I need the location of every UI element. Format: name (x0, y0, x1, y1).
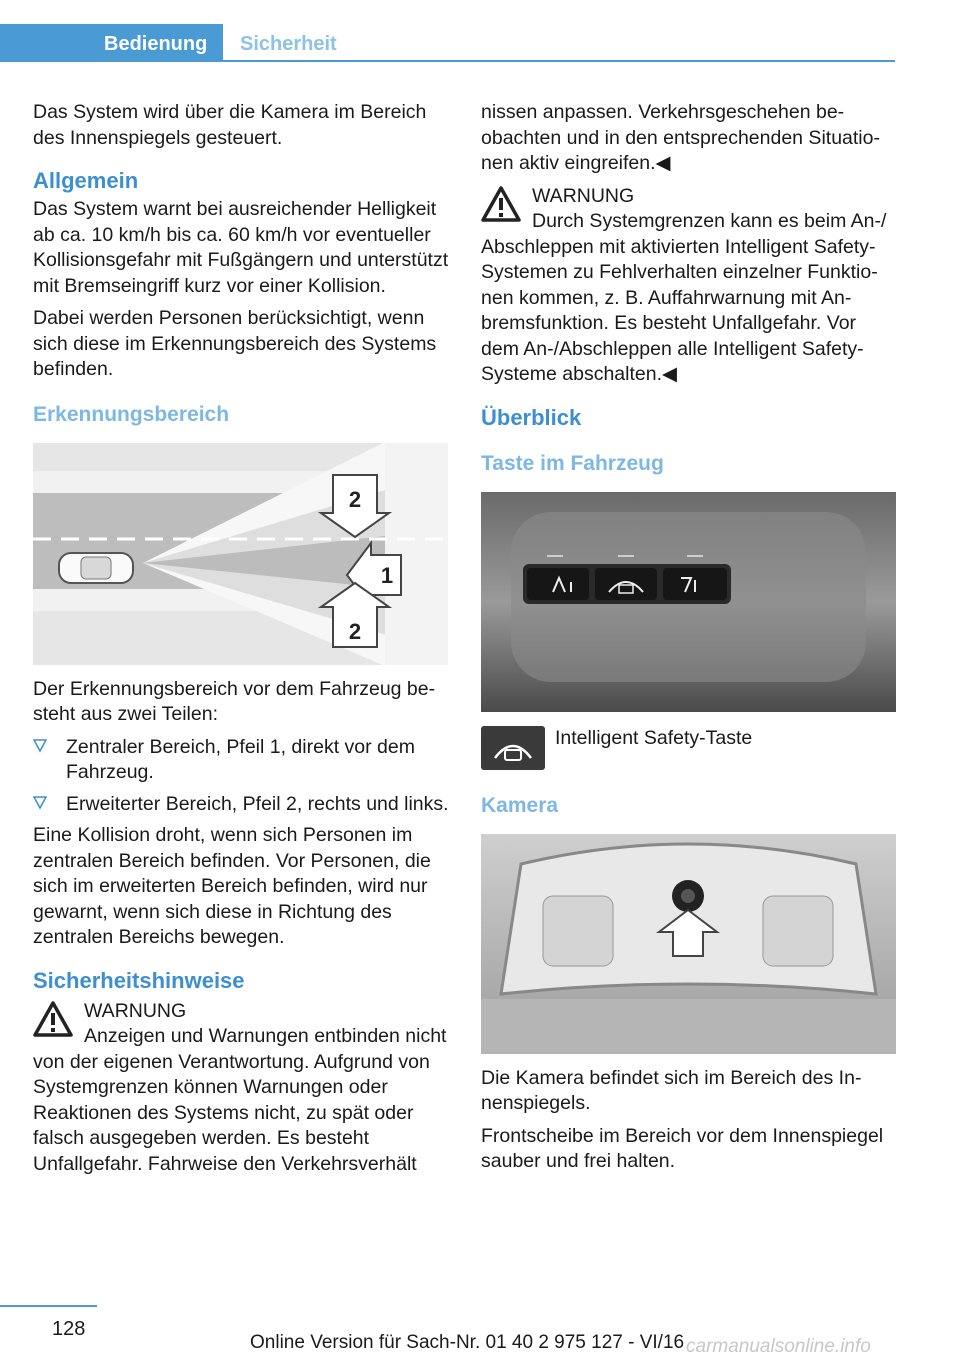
heading-erkennungsbereich: Erkennungsbereich (33, 402, 230, 426)
heading-sicherheitshinweise: Sicherheitshinweise (33, 967, 245, 993)
chapter-tabs (0, 24, 895, 62)
warning-triangle-icon (481, 186, 521, 222)
taste-label: Intelligent Safety-Taste (555, 726, 753, 749)
arrow-2-bottom-label: 2 (348, 618, 362, 644)
list-item-text: Zentraler Bereich, Pfeil 1, direkt vor dem Fahrzeug. (66, 735, 415, 783)
intelligent-safety-button-icon (481, 726, 545, 770)
list-item-text: Erweiterter Bereich, Pfeil 2, rechts und links. (66, 792, 449, 815)
intelligent-safety-button (595, 568, 657, 600)
tab-bedienung[interactable]: Bedienung (0, 24, 223, 62)
heading-ueberblick: Überblick (481, 404, 582, 430)
warning-title: WARNUNG (84, 999, 187, 1022)
button-left (527, 568, 589, 600)
warning-triangle-icon (33, 1001, 73, 1037)
intro-paragraph: Das System wird über die Kamera im Bereich des Innenspiegels gesteuert. (33, 101, 427, 149)
heading-taste-im-fahrzeug: Taste im Fahrzeug (481, 451, 664, 475)
arrow-1-center-label: 1 (380, 562, 394, 588)
watermark: carmanualsonline.info (686, 1336, 871, 1357)
paragraph-kollision: Eine Kollision droht, wenn sich Personen im zentralen Bereich befinden. Vor Personen, die sich im erweiterten Bereich befinden, wird nur gewarnt, wenn sich diese in Richtung des zentralen Bereichs bewegen. (33, 824, 431, 948)
car-icon (59, 553, 133, 583)
warning-block (33, 999, 449, 1178)
paragraph-kamera-1: Die Kamera befindet sich im Bereich des Innenspiegels. (481, 1066, 862, 1114)
left-column (33, 100, 449, 1185)
camera-location-photo (481, 834, 896, 1054)
warning-block (481, 184, 897, 388)
paragraph-allgemein-2: Dabei werden Personen berücksichtigt, wenn sich diese im Erkennungsbereich des Systems befinden. (33, 307, 437, 380)
heading-kamera: Kamera (481, 793, 559, 817)
online-version-note: Online Version für Sach-Nr. 01 40 2 975 127 - VI/16 (250, 1332, 685, 1353)
button-panel-photo (481, 492, 896, 712)
detection-area-diagram (33, 443, 448, 665)
warning-text: Durch Systemgrenzen kann es beim An-/ Abschleppen mit aktivierten Intelligent Safety-Systemen zu Fehlverhalten einzelner Funktionen kommen, z. B. Auffahrwarnung mit Anbremsfunktion. Es besteht Unfallgefahr. Vor dem An-/Abschleppen alle Intelligent Safety-Systeme abschalten.◀ (481, 210, 887, 385)
list-item (33, 735, 449, 786)
arrow-2-top-label: 2 (348, 486, 362, 512)
warning-text: Anzeigen und Warnungen entbinden nicht von der eigenen Verantwortung. Aufgrund von Systemgrenzen können Warnungen oder Reaktionen des Systems nicht, zu spät oder falsch ausgegeben werden. Es besteht Unfallgefahr. Fahrweise den Verkehrsverhält (33, 1025, 447, 1175)
warning-title: WARNUNG (532, 184, 635, 207)
paragraph-kamera-2: Frontscheibe im Bereich vor dem Innenspiegel sauber und frei halten. (481, 1124, 884, 1172)
triangle-bullet-icon (33, 739, 47, 753)
right-column (481, 100, 897, 1182)
paragraph-allgemein-1: Das System warnt bei ausreichender Helligkeit ab ca. 10 km/h bis ca. 60 km/h vor eventueller Kollisionsgefahr mit Fußgängern und unterstützt mit Bremseingriff kurz vor einer Kollision. (33, 198, 449, 297)
paragraph-continued: nissen anpassen. Verkehrsgeschehen beobachten und in den entsprechenden Situationen aktiv eingreifen.◀ (481, 101, 880, 174)
triangle-bullet-icon (33, 796, 47, 810)
paragraph-erkennungsbereich: Der Erkennungsbereich vor dem Fahrzeug besteht aus zwei Teilen: (33, 677, 436, 725)
list-item (33, 792, 449, 818)
tab-sicherheit[interactable]: Sicherheit (240, 33, 337, 55)
heading-allgemein: Allgemein (33, 168, 139, 193)
page-number: 128 (52, 1318, 86, 1340)
taste-legend (481, 726, 897, 774)
footer-divider (0, 1305, 97, 1307)
